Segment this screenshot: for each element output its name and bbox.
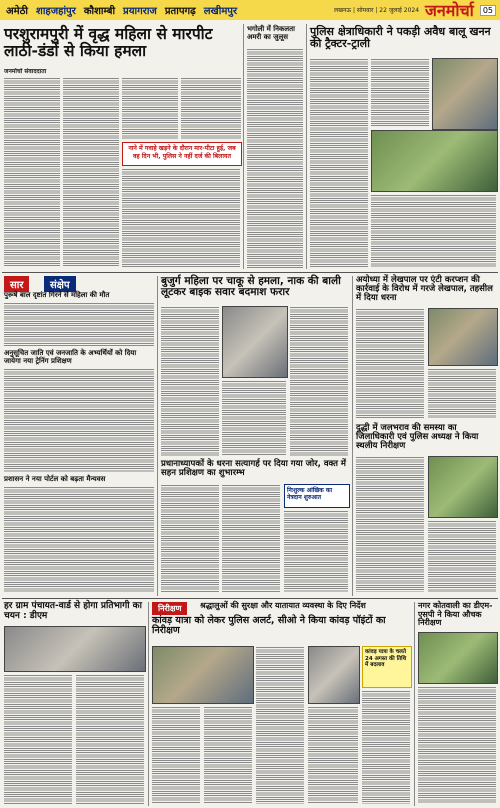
divider [2, 272, 498, 273]
dudhi-col-1 [356, 456, 424, 592]
police-photo-1 [432, 58, 498, 130]
police-col-2 [371, 58, 429, 126]
divider [414, 602, 415, 806]
lead-col-3 [122, 77, 178, 139]
lead-col-1 [4, 77, 60, 267]
bhagwati-body [247, 48, 303, 268]
police-col-3 [371, 194, 496, 268]
brief-3-headline: प्रशासन ने नया पोर्टल को बढ़ता मैन्यवस [4, 475, 106, 483]
brief-3-body [4, 486, 154, 592]
bike-col-3 [222, 380, 286, 456]
district-headline: हर ग्राम पंचायत-वार्ड से होगा प्रतिभागी का चयन : डीएम [4, 601, 142, 621]
kanwar-photo-2 [308, 646, 360, 704]
nireekshan-label: निरीक्षण [152, 602, 187, 615]
city-kaushambi: कौशाम्बी [83, 6, 116, 17]
yellow-note-box [362, 646, 412, 688]
city-shahjahanpur: शाहजहांपुर [36, 6, 76, 17]
divider [243, 24, 244, 269]
bike-headline: बुजुर्ग महिला पर चाकू से हमला, नाक की बाली लूटकर बाइक सवार बदमाश फरार [161, 275, 341, 299]
newspaper-logo: जनमोर्चा [425, 1, 474, 20]
brief-1-body [4, 302, 154, 346]
nagar-body [418, 686, 496, 804]
lead-byline: जनमोर्चा संवाददाता [4, 68, 47, 75]
divider [306, 24, 307, 269]
page-number: 05 [480, 5, 496, 16]
ayodhya-headline: अयोध्या में लेखपाल पर एंटी करप्शन की कार्रवाई के विरोध में गरजे लेखपाल, तहसील में दिया धरना [356, 275, 493, 304]
police-col-1 [310, 58, 368, 268]
district-col-1 [4, 674, 72, 804]
teacher-col-1 [161, 484, 219, 592]
city-lakhimpur: लखीमपुर [203, 6, 238, 17]
city-tabs [4, 2, 239, 18]
ayodhya-col-2 [428, 368, 496, 418]
masthead-right [334, 0, 496, 20]
nikhil-headline: निःशुल्क आंखिक का नेत्रदान शुरुआत [287, 487, 333, 501]
yellow-note-text: कांवड़ यात्रा के चलते 24 अगस्त की तिथि में बदलाव [365, 649, 407, 668]
kanwar-col-3 [256, 646, 304, 804]
police-tractor-headline: पुलिस क्षेत्राधिकारी ने पकड़ी अवैध बालू खनन की ट्रैक्टर-ट्राली [310, 25, 491, 50]
lead-col-5 [122, 168, 240, 267]
lead-headline: परशुरामपुरी में वृद्ध महिला से मारपीट लाठी-डंडों से किया हमला [4, 25, 213, 60]
city-amethi: अमेठी [6, 6, 29, 17]
police-photo-tractor [371, 130, 498, 192]
district-col-2 [76, 674, 144, 804]
divider [2, 598, 498, 599]
brief-2-headline: अनुसूचित जाति एवं जनजाति के अभ्यर्थियों को दिया जायेगा नया ट्रेनिंग प्रशिक्षण [4, 349, 137, 365]
kanwar-photo-1 [152, 646, 254, 704]
brief-2-body [4, 368, 154, 472]
lead-col-4 [181, 77, 241, 139]
bike-col-2 [290, 306, 348, 456]
kanwar-col-2 [204, 706, 252, 804]
divider [148, 602, 149, 806]
bike-photo [222, 306, 288, 378]
ayodhya-photo [428, 308, 498, 366]
dateline: लखनऊ | सोमवार | 22 जुलाई 2024 [334, 7, 420, 14]
lead-highlight-box [122, 142, 242, 166]
nagar-photo [418, 632, 498, 684]
lead-highlight-text: नाने में गवाहे खड़ने के दौरान मार-पीटा हुई, जब वह दिन भी, पुलिस ने नहीं दर्ज की बिलायत [128, 145, 236, 160]
ayodhya-col-1 [356, 308, 424, 418]
sankshep-label: संक्षेप [44, 276, 76, 292]
city-prayagraj: प्रयागराज [123, 6, 157, 17]
brief-1-headline: पुरूषे बाल दृष्टांत गिरने से महिला की मौत [4, 291, 110, 299]
kanwar-col-4 [308, 706, 358, 804]
sar-label: सार [4, 276, 29, 292]
nagar-headline: नगर कोतवाली का डीएम-एसपी ने किया औचक निरीक्षण [418, 601, 493, 628]
district-photo [4, 626, 146, 672]
dudhi-headline: दुद्धी में जलभराव की समस्या का जिलाधिकारी एवं पुलिस अध्यक्ष ने किया स्थलीय निरीक्षण [356, 423, 479, 452]
bhagwati-headline: भगोली में निकलता अमरी का जुलूस [247, 25, 295, 41]
kanwar-col-5 [362, 690, 410, 804]
nikhil-body [284, 510, 348, 592]
dudhi-col-2 [428, 520, 496, 592]
nikhil-box [284, 484, 350, 508]
teacher-headline: प्रधानाध्यापकों के धरना सत्यागर्ह पर दिया गया जोर, वक्त में सहन प्रशिक्षण का शुभारम्भ [161, 459, 346, 479]
bike-col-1 [161, 306, 219, 456]
shraddha-headline: श्रद्धालुओं की सुरक्षा और यातायात व्यवस्था के दिए निर्देश [200, 601, 366, 610]
city-pratapgarh: प्रतापगढ़ [164, 6, 196, 17]
dudhi-photo [428, 456, 498, 518]
teacher-col-2 [222, 484, 280, 592]
divider [157, 276, 158, 596]
lead-col-2 [63, 77, 119, 267]
masthead-bar [0, 0, 500, 20]
kanwar-headline: कांवड़ यात्रा को लेकर पुलिस अलर्ट, सीओ ने किया कांवड़ पॉइंटों का निरीक्षण [152, 615, 386, 637]
divider [352, 276, 353, 596]
kanwar-col-1 [152, 706, 200, 804]
